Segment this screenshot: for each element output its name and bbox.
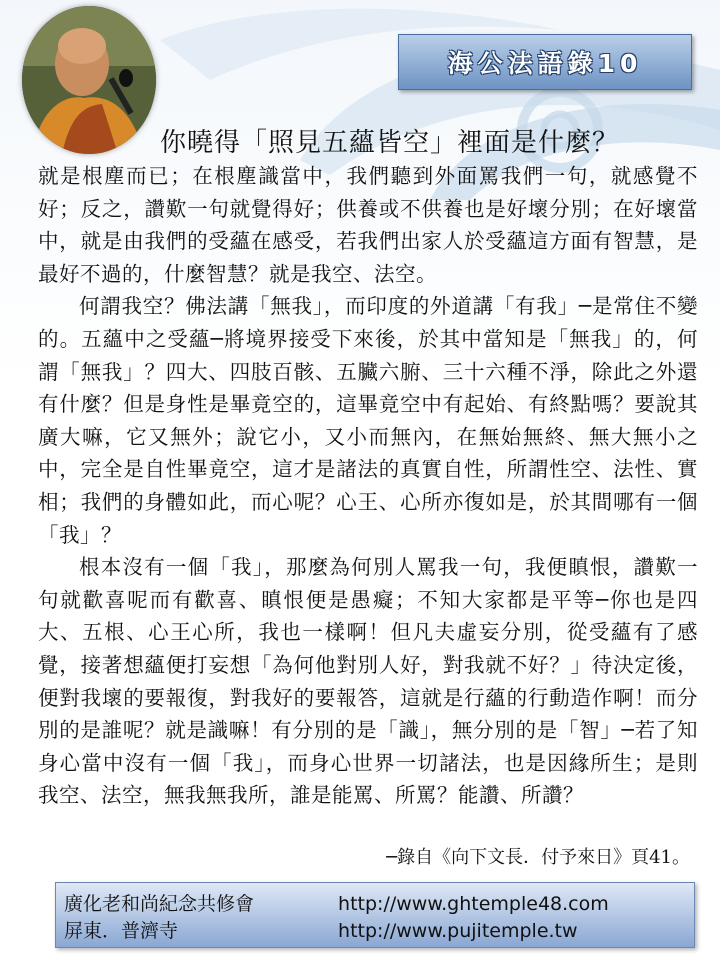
footer-url-link[interactable]: http://www.pujitemple.tw [338, 920, 578, 942]
source-citation: ─錄自《向下文長．付予來日》頁41。 [386, 847, 690, 868]
footer-org-name: 屏東．普濟寺 [64, 920, 179, 942]
footer-row [64, 889, 609, 916]
page-heading: 你曉得「照見五蘊皆空」裡面是什麼？ [160, 128, 620, 158]
footer-box [55, 882, 695, 948]
banner-title: 海公法語錄10 [447, 49, 643, 78]
footer-row [64, 916, 578, 943]
title-banner [398, 34, 692, 90]
footer-url-link[interactable]: http://www.ghtemple48.com [338, 893, 609, 915]
monk-portrait [22, 6, 156, 154]
paragraph: 何謂我空？佛法講「無我」，而印度的外道講「有我」─是常住不變的。五蘊中之受蘊─將境界接受下來後，於其中當知是「無我」的，何謂「無我」？四大、四肢百骸、五臟六腑、三十六種不淨，除此之外還有什麼？但是身性是畢竟空的，這畢竟空中有起始、有終點嗎？要說其廣大嘛，它又無外；說它小，又小而無內，在無始無終、無大無小之中，完全是自性畢竟空，這才是諸法的真實自性，所謂性空、法性、實相；我們的身體如此，而心呢？心王、心所亦復如是，於其間哪有一個「我」？ [38, 294, 698, 547]
footer-org-name: 廣化老和尚紀念共修會 [64, 893, 255, 915]
paragraph: 就是根塵而已；在根塵識當中，我們聽到外面罵我們一句，就感覺不好；反之，讚歎一句就覺得好；供養或不供養也是好壞分別；在好壞當中，就是由我們的受蘊在感受，若我們出家人於受蘊這方面有智慧，是最好不過的，什麼智慧？就是我空、法空。 [38, 164, 698, 286]
article-body [38, 160, 698, 812]
paragraph: 根本沒有一個「我」，那麼為何別人罵我一句，我便瞋恨，讚歎一句就歡喜呢而有歡喜、瞋恨便是愚癡；不知大家都是平等─你也是四大、五根、心王心所，我也一樣啊！但凡夫虛妄分別，從受蘊有了感覺，接著想蘊便打妄想「為何他對別人好，對我就不好？」待決定後，便對我壞的要報復，對我好的要報答，這就是行蘊的行動造作啊！而分別的是誰呢？就是識嘛！有分別的是「識」，無分別的是「智」─若了知身心當中沒有一個「我」，而身心世界一切諸法，也是因緣所生；是則我空、法空，無我無我所，誰是能罵、所罵？能讚、所讚？ [38, 555, 698, 808]
